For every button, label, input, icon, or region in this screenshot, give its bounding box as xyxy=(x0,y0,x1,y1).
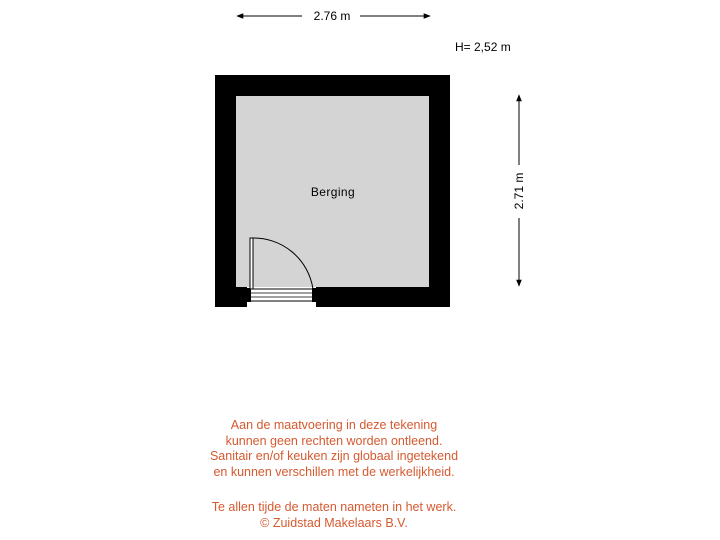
disclaimer-line: en kunnen verschillen met de werkelijkheid. xyxy=(213,464,455,479)
depth-dimension xyxy=(512,95,526,286)
wall-top xyxy=(215,75,450,96)
disclaimer-line: Aan de maatvoering in deze tekening xyxy=(230,418,438,432)
disclaimer-line: kunnen geen rechten worden ontleend. xyxy=(225,433,443,448)
ceiling-height-label: H= 2,52 m xyxy=(455,40,511,54)
disclaimer-line: Sanitair en/of keuken zijn globaal ingetekend xyxy=(209,449,459,464)
wall-left xyxy=(215,75,236,307)
room-label: Berging xyxy=(310,185,356,199)
wall-right xyxy=(429,75,450,307)
disclaimer-block xyxy=(0,418,668,480)
disclaimer-footer xyxy=(0,500,668,531)
copyright-line: © Zuidstad Makelaars B.V. xyxy=(260,515,408,530)
width-dimension-label: 2.76 m xyxy=(313,9,351,23)
width-dimension xyxy=(237,9,430,23)
depth-dimension-label: 2.71 m xyxy=(512,172,526,210)
measure-note: Te allen tijde de maten nameten in het werk. xyxy=(211,500,457,514)
wall-bottom-right xyxy=(316,287,450,307)
wall-bottom-left xyxy=(215,287,247,307)
door-opening xyxy=(247,288,316,305)
